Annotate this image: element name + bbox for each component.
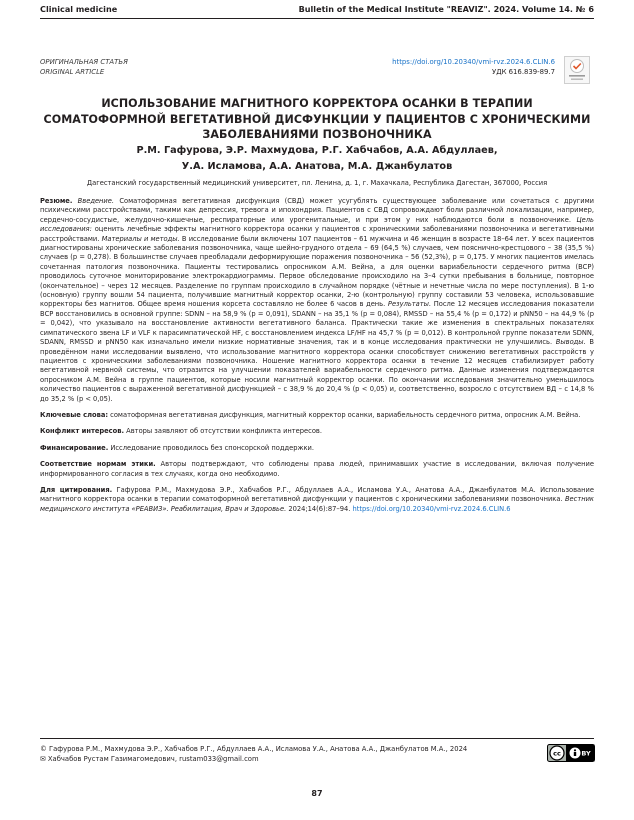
footer-divider [40, 738, 594, 739]
keywords-label: Ключевые слова: [40, 410, 109, 419]
article-type [40, 58, 128, 77]
conclusions-text: В проведённом нами исследовании выявлено, что использование магнитного корректора осанки способствует снижению вегетативных расстройств у пациентов с хроническими заболеваниями позвоночника. Ношение магнитного корректора осанки в течение 12 месяцев стабилизирует работу вегетативной нервной системы, что отразится на улучшении показателей вариабельности сердечного ритма. Данные изменения подтверждаются опросником А.М. Вейна в группе пациентов, которые носили магнитный корректор осанки. По окончании исследования значительно уменьшилось количество пациентов с выраженной вегетативной дисфункцией – с 38,9 % до 20,4 % (p < 0,05) и, соответственно, возросло с отсутствием ВД – с 14,8 % до 35,2 % (p < 0,05). [40, 338, 594, 403]
aim-text: оценить лечебные эффекты магнитного корректора осанки у пациентов с хроническими заболеваниями позвоночника и вегетативными расстройствами. [40, 225, 594, 243]
mail-icon: ✉ [40, 755, 46, 763]
contact-email[interactable]: rustam033@gmail.com [179, 755, 259, 763]
udc-code: УДК 616.839-89.7 [492, 67, 555, 76]
citation [40, 486, 594, 514]
ethics [40, 460, 594, 479]
header-divider [40, 18, 594, 19]
conflict-text: Авторы заявляют об отсутствии конфликта интересов. [126, 427, 322, 436]
citation-doi-link[interactable]: https://doi.org/10.20340/vmi-rvz.2024.6.CLIN.6 [352, 504, 511, 513]
citation-journal: Вестник медицинского института «РЕАВИЗ». Реабилитация, Врач и Здоровье. [40, 495, 594, 513]
article-body [40, 197, 594, 521]
article-title: ИСПОЛЬЗОВАНИЕ МАГНИТНОГО КОРРЕКТОРА ОСАНКИ В ТЕРАПИИ СОМАТОФОРМНОЙ ВЕГЕТАТИВНОЙ ДИСФУНКЦИИ У ПАЦИЕНТОВ С ХРОНИЧЕСКИМИ ЗАБОЛЕВАНИЯМИ ПОЗВОНОЧНИКА [43, 97, 591, 142]
funding-label: Финансирование. [40, 443, 109, 452]
citation-volume: 2024;14(6):87–94. [288, 504, 351, 513]
keywords-text: соматоформная вегетативная дисфункция, магнитный корректор осанки, вариабельность сердечного ритма, опросник А.М. Вейна. [110, 410, 581, 419]
authors-line-2: У.А. Исламова, А.А. Анатова, М.А. Джанбулатов [181, 161, 453, 172]
authors-line-1: Р.М. Гафурова, Э.Р. Махмудова, Р.Г. Хабчабов, А.А. Абдуллаев, [136, 145, 498, 156]
doi-link[interactable]: https://doi.org/10.20340/vmi-rvz.2024.6.CLIN.6 [392, 58, 555, 66]
keywords [40, 411, 594, 420]
copyright-notice: © Гафурова Р.М., Махмудова Э.Р., Хабчабов Р.Г., Абдуллаев А.А., Исламова У.А., Анатова А.А., Джанбулатов М.А., 2024 [40, 745, 468, 753]
aim-label: Цель исследования: [40, 215, 594, 234]
conclusions-label: Выводы. [555, 338, 586, 347]
page-number: 87 [311, 789, 323, 798]
citation-label: Для цитирования. [40, 485, 113, 494]
contact-name: Хабчабов Рустам Газимагомедович, [47, 755, 177, 763]
journal-section-label: Clinical medicine [40, 4, 118, 14]
results-label: Результаты. [387, 300, 432, 309]
results-text: После 12 месяцев исследования показатели ВСР восстановились в основной группе: SDNN – на 58,9 % (p = 0,091), SDANN – на 35,1 % (p = 0,084), RMSSD – на 55,4 % (p = 0,172) и pNN50 – на 44,9 % (p = 0,042), что указывало на восстановление активности вегетативного баланса. Практически такие же изменения в спектральных показателях симпатического звена LF и VLF к парасимпатической HF, с восстановлением индекса LF/HF на 45,7 % (p = 0,012). В контрольной группе показатели SDNN, SDANN, RMSSD и pNN50 как изначально имели низкие нормативные значения, так и в конце исследования практически не улучшились. [40, 300, 594, 347]
intro-label: Введение. [77, 197, 115, 205]
article-identifiers [392, 58, 555, 77]
intro-text: Соматоформная вегетативная дисфункция (СВД) может усугублять существующее заболевание или сочетаться с другими психическими расстройствами, такими как депрессия, тревога и ипохондрия. Пациентов с СВД сопровождают боли различной локализации, например, сердечно-сосудистые, желудочно-кишечные, респираторные или урогенитальные, и при этом у них наблюдаются боли в позвоночнике. [40, 197, 594, 224]
funding [40, 444, 594, 453]
methods-label: Материалы и методы. [101, 234, 180, 243]
article-type-ru: ОРИГИНАЛЬНАЯ СТАТЬЯ [40, 58, 128, 66]
corresponding-author [40, 755, 259, 764]
cc-by-license-icon[interactable] [547, 744, 595, 762]
citation-text: Гафурова Р.М., Махмудова Э.Р., Хабчабов Р.Г., Абдуллаев А.А., Исламова У.А., Анатова А.А., Джанбулатов М.А. Использование магнитного корректора осанки в терапии соматоформной вегетативной дисфункции у пациентов с хроническими заболеваниями позвоночника. [40, 485, 594, 504]
article-type-en: ORIGINAL ARTICLE [40, 67, 105, 76]
methods-text: В исследование были включены 107 пациентов – 61 мужчина и 46 женщин в возрасте 18–64 лет. У всех пациентов диагностированы хронические заболевания позвоночника, чаще шейно-грудного отдела – 69 (64,5 %) случаев, чем пояснично-крестцового – 38 (35,5 %) случаев (p = 0,278). В большинстве случаев преобладали деформирующие поражения позвоночника – 56 (52,3%), p = 0,175. У многих пациентов имелась сочетанная патология позвоночника. Пациенты тестировались опросником А.М. Вейна, а для оценки вариабельности сердечного ритма (ВСР) проводилось суточное мониторирование электрокардиограммы. Первое обследование происходило на 3–4 сутки пребывания в больнице, повторное (окончательное) – через 12 месяцев. Разделение по группам происходило в случайном порядке (чётные и нечетные числа по мере поступления). В 1-ю (основную) группу вошли 54 пациента, получившие магнитный корректор осанки, 2-ю (контрольную) группу составили 53 человека, использовавшие корректоры без магнитов. Общее время ношения корсета составляло не более 6 часов в день. [40, 234, 594, 309]
funding-text: Исследование проводилось без спонсорской поддержки. [110, 443, 314, 452]
ethics-label: Соответствие нормам этики. [40, 460, 156, 469]
abstract [40, 197, 594, 404]
conflict-label: Конфликт интересов. [40, 427, 125, 436]
svg-text:BY: BY [581, 749, 591, 758]
check-for-updates-icon[interactable] [564, 56, 590, 84]
journal-running-title: Bulletin of the Medical Institute "REAVIZ". 2024. Volume 14. № 6 [298, 4, 594, 14]
abstract-label: Резюме. [40, 197, 73, 205]
conflict-of-interest [40, 427, 594, 436]
ethics-text: Авторы подтверждают, что соблюдены права людей, принимавших участие в исследовании, включая получение информированного согласия в тех случаях, когда оно необходимо. [40, 460, 594, 478]
svg-text:cc: cc [553, 749, 561, 758]
affiliation: Дагестанский государственный медицинский университет, пл. Ленина, д. 1, г. Махачкала, Республика Дагестан, 367000, Россия [86, 179, 548, 187]
author-list [40, 143, 594, 175]
